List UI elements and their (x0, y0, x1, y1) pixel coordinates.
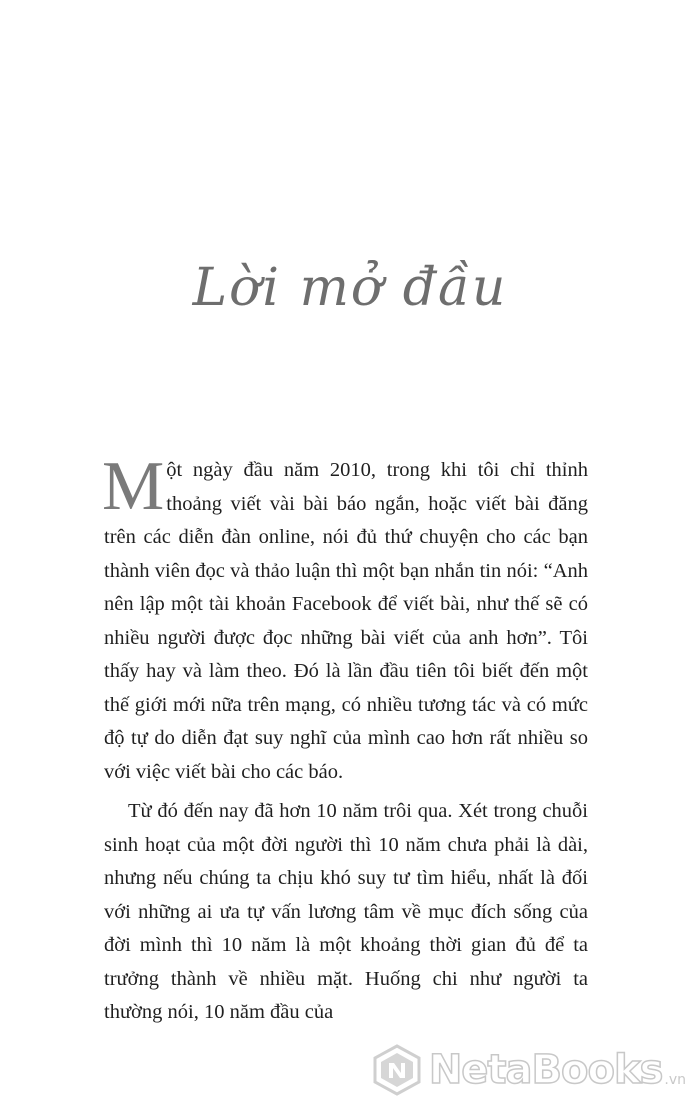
chapter-title: Lời mở đầu (192, 258, 508, 318)
watermark-suffix: .vn (664, 1072, 686, 1088)
drop-cap: M (102, 448, 165, 525)
paragraph-2: Từ đó đến nay đã hơn 10 năm trôi qua. Xét trong chuỗi sinh hoạt của một đời người thì 10 năm chưa phải là dài, nhưng nếu chúng ta chịu khó suy tư tìm hiểu, nhất là đối với những ai ưa tự vấn lương tâm về mục đích sống của đời mình thì 10 năm là một khoảng thời gian đủ để ta trưởng thành về nhiều mặt. Huống chi như người ta thường nói, 10 năm đầu của (104, 800, 588, 1023)
paragraph-1-text: ột ngày đầu năm 2010, trong khi tôi chỉ thỉnh thoảng viết vài bài báo ngắn, hoặc viết bài đăng trên các diễn đàn online, nói đủ thứ chuyện cho các bạn thành viên đọc và thảo luận thì một bạn nhắn tin nói: “Anh nên lập một tài khoản Facebook để viết bài, như thế sẽ có nhiều người được đọc những bài viết của anh hơn”. Tôi thấy hay và làm theo. Đó là lần đầu tiên tôi biết đến một thế giới mới nữa trên mạng, có nhiều tương tác và có mức độ tự do diễn đạt suy nghĩ của mình cao hơn rất nhiều so với việc viết bài cho các báo. (104, 459, 588, 783)
netabooks-logo-icon (371, 1044, 423, 1096)
watermark-brand: NetaBooks (428, 1047, 663, 1093)
paragraph-1 (102, 448, 588, 789)
body-text (102, 448, 588, 1030)
watermark (371, 1044, 686, 1096)
